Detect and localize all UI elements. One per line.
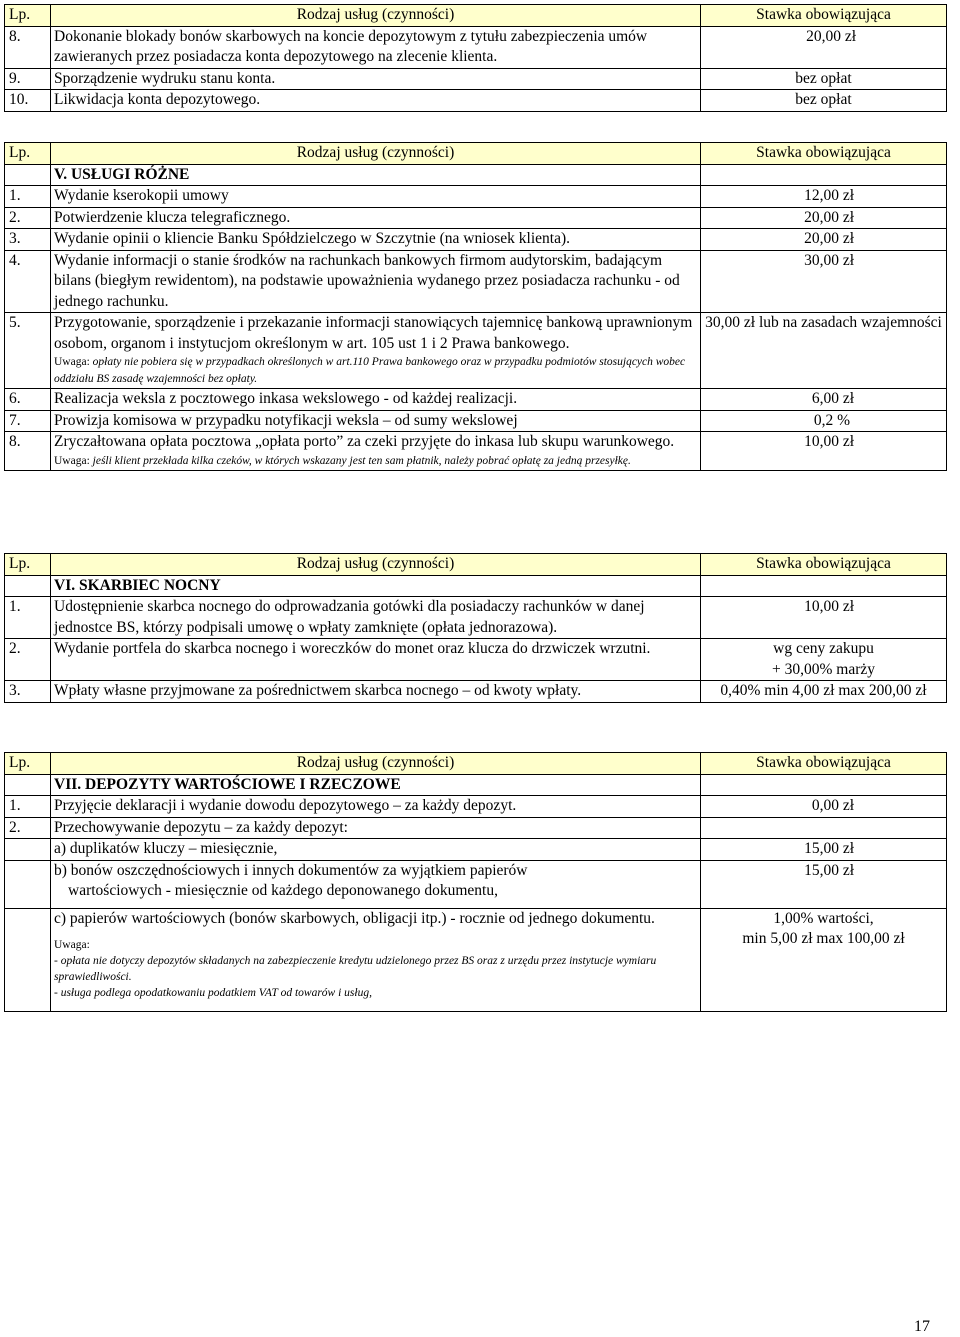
- header-service: Rodzaj usług (czynności): [51, 5, 701, 27]
- row-rate: 0,00 zł: [701, 796, 947, 818]
- row-rate: 6,00 zł: [701, 389, 947, 411]
- row-text: Przechowywanie depozytu – za każdy depozyt:: [51, 817, 701, 839]
- table-skarbiec-nocny: [4, 553, 947, 703]
- table-row: [5, 389, 947, 411]
- row-text: Wydanie informacji o stanie środków na rachunkach bankowych firmom audytorskim, badającym bilans (biegłym rewidentom), na podstawie upoważnienia wydanego przez posiadacza rachunku - od jednego rachunku.: [51, 250, 701, 313]
- row-text: Zryczałtowana opłata pocztowa „opłata porto” za czeki przyjęte do inkasa lub skupu warunkowego.: [54, 433, 675, 450]
- row-text: Wydanie kserokopii umowy: [51, 186, 701, 208]
- row-lp: 5.: [5, 313, 51, 389]
- table-header: [5, 554, 947, 576]
- header-service: Rodzaj usług (czynności): [51, 143, 701, 165]
- note-label: Uwaga:: [54, 939, 90, 951]
- table-row: [5, 681, 947, 703]
- note-line-1: - opłata nie dotyczy depozytów składanych na zabezpieczenie kredytu udzielonego przez BS oraz z urzędu przez instytucje wymiaru sprawiedliwości.: [54, 955, 657, 983]
- section-title-row: [5, 774, 947, 796]
- row-cell: [51, 313, 701, 389]
- header-service: Rodzaj usług (czynności): [51, 554, 701, 576]
- row-rate: 20,00 zł: [701, 207, 947, 229]
- section-title-row: [5, 575, 947, 597]
- header-rate: Stawka obowiązująca: [701, 143, 947, 165]
- table-row: [5, 186, 947, 208]
- note-text: opłaty nie pobiera się w przypadkach określonych w art.110 Prawa bankowego oraz w przypadku podmiotów stosujących wobec oddziału BS zasadę wzajemności bez opłaty.: [54, 356, 686, 385]
- row-text-line-1: b) bonów oszczędnościowych i innych dokumentów za wyjątkiem papierów: [54, 861, 528, 879]
- row-rate: bez opłat: [701, 68, 947, 90]
- row-cell: [51, 860, 701, 908]
- table-row: [5, 207, 947, 229]
- header-lp: Lp.: [5, 143, 51, 165]
- row-text: a) duplikatów kluczy – miesięcznie,: [51, 839, 701, 861]
- rate-line-2: min 5,00 zł max 100,00 zł: [742, 930, 905, 947]
- row-lp: 2.: [5, 207, 51, 229]
- header-lp: Lp.: [5, 753, 51, 775]
- section-title: V. USŁUGI RÓŻNE: [51, 164, 701, 186]
- row-rate: 12,00 zł: [701, 186, 947, 208]
- row-text: Wydanie portfela do skarbca nocnego i woreczków do monet oraz klucza do drzwiczek wrzutni.: [51, 639, 701, 681]
- header-rate: Stawka obowiązująca: [701, 5, 947, 27]
- row-lp: 6.: [5, 389, 51, 411]
- row-rate: 0,40% min 4,00 zł max 200,00 zł: [701, 681, 947, 703]
- header-rate: Stawka obowiązująca: [701, 554, 947, 576]
- row-lp: 10.: [5, 90, 51, 112]
- row-text: Realizacja weksla z pocztowego inkasa wekslowego - od każdej realizacji.: [51, 389, 701, 411]
- row-text: Przyjęcie deklaracji i wydanie dowodu depozytowego – za każdy depozyt.: [51, 796, 701, 818]
- row-lp: 4.: [5, 250, 51, 313]
- row-text: Przygotowanie, sporządzenie i przekazanie informacji stanowiących tajemnicę bankową uprawnionym osobom, organom i instytucjom określonym w art. 105 ust 1 i 2 Prawa bankowego.: [54, 314, 693, 352]
- row-text: Sporządzenie wydruku stanu konta.: [51, 68, 701, 90]
- row-text: c) papierów wartościowych (bonów skarbowych, obligacji itp.) - rocznie od jednego dokumentu.: [54, 909, 655, 927]
- table-row: [5, 229, 947, 251]
- row-lp: 1.: [5, 796, 51, 818]
- row-rate: 15,00 zł: [701, 839, 947, 861]
- header-service: Rodzaj usług (czynności): [51, 753, 701, 775]
- row-lp: 1.: [5, 186, 51, 208]
- table-row: [5, 597, 947, 639]
- header-lp: Lp.: [5, 5, 51, 27]
- section-title: VII. DEPOZYTY WARTOŚCIOWE I RZECZOWE: [51, 774, 701, 796]
- row-rate: 10,00 zł: [701, 432, 947, 471]
- table-row: [5, 817, 947, 839]
- table-row: [5, 639, 947, 681]
- row-text: Likwidacja konta depozytowego.: [51, 90, 701, 112]
- row-text: Wydanie opinii o kliencie Banku Spółdzielczego w Szczytnie (na wniosek klienta).: [51, 229, 701, 251]
- table-row: [5, 26, 947, 68]
- row-rate: 0,2 %: [701, 410, 947, 432]
- row-lp: 1.: [5, 597, 51, 639]
- table-row: [5, 796, 947, 818]
- table-header: [5, 753, 947, 775]
- section-title-row: [5, 164, 947, 186]
- row-cell: [51, 432, 701, 471]
- row-lp: 8.: [5, 26, 51, 68]
- row-rate: [701, 639, 947, 681]
- table-depozyty: [4, 752, 947, 1012]
- rate-line-2: + 30,00% marży: [771, 660, 875, 678]
- row-text: Potwierdzenie klucza telegraficznego.: [51, 207, 701, 229]
- table-row: [5, 860, 947, 908]
- header-lp: Lp.: [5, 554, 51, 576]
- row-note: [54, 453, 697, 470]
- table-header: [5, 143, 947, 165]
- table-row: [5, 839, 947, 861]
- row-lp: 7.: [5, 410, 51, 432]
- row-lp: 3.: [5, 229, 51, 251]
- row-rate: [701, 908, 947, 1012]
- row-lp: 2.: [5, 817, 51, 839]
- row-rate: 30,00 zł lub na zasadach wzajemności: [701, 313, 947, 389]
- row-rate: bez opłat: [701, 90, 947, 112]
- rate-line-1: wg ceny zakupu: [773, 640, 874, 657]
- table-row: [5, 313, 947, 389]
- row-lp: 2.: [5, 639, 51, 681]
- table-row: [5, 410, 947, 432]
- row-note: [54, 354, 697, 388]
- table-row: [5, 432, 947, 471]
- row-rate: 20,00 zł: [701, 229, 947, 251]
- table-row: [5, 90, 947, 112]
- row-cell: [51, 908, 701, 1012]
- row-rate: 15,00 zł: [701, 860, 947, 908]
- table-row: [5, 908, 947, 1012]
- row-text: Udostępnienie skarbca nocnego do odprowadzania gotówki dla posiadaczy rachunków w danej jednostce BS, którzy podpisali umowę o wpłaty zamknięte (opłata jednorazowa).: [51, 597, 701, 639]
- page-number: 17: [914, 1318, 930, 1335]
- row-text: Prowizja komisowa w przypadku notyfikacji weksla – od sumy wekslowej: [51, 410, 701, 432]
- row-lp: 9.: [5, 68, 51, 90]
- header-rate: Stawka obowiązująca: [701, 753, 947, 775]
- row-text: Dokonanie blokady bonów skarbowych na koncie depozytowym z tytułu zabezpieczenia umów zawieranych przez posiadacza konta depozytowego na zlecenie klienta.: [51, 26, 701, 68]
- table-depozyty-cd: [4, 4, 947, 112]
- row-text: Wpłaty własne przyjmowane za pośrednictwem skarbca nocnego – od kwoty wpłaty.: [51, 681, 701, 703]
- note-line-2: - usługa podlega opodatkowaniu podatkiem VAT od towarów i usług,: [54, 987, 372, 999]
- row-rate: 30,00 zł: [701, 250, 947, 313]
- row-text-line-2: wartościowych - miesięcznie od każdego deponowanego dokumentu,: [68, 882, 498, 899]
- row-lp: 8.: [5, 432, 51, 471]
- rate-line-1: 1,00% wartości,: [773, 909, 874, 927]
- note-label: Uwaga:: [54, 454, 90, 467]
- table-row: [5, 68, 947, 90]
- table-header: [5, 5, 947, 27]
- note-text: jeśli klient przekłada kilka czeków, w których wskazany jest ten sam płatnik, należy pobrać opłatę za jedną przesyłkę.: [92, 454, 631, 467]
- row-lp: 3.: [5, 681, 51, 703]
- table-row: [5, 250, 947, 313]
- note-label: Uwaga:: [54, 356, 90, 368]
- table-uslugi-rozne: [4, 142, 947, 471]
- row-rate: 20,00 zł: [701, 26, 947, 68]
- row-rate: 10,00 zł: [701, 597, 947, 639]
- section-title: VI. SKARBIEC NOCNY: [51, 575, 701, 597]
